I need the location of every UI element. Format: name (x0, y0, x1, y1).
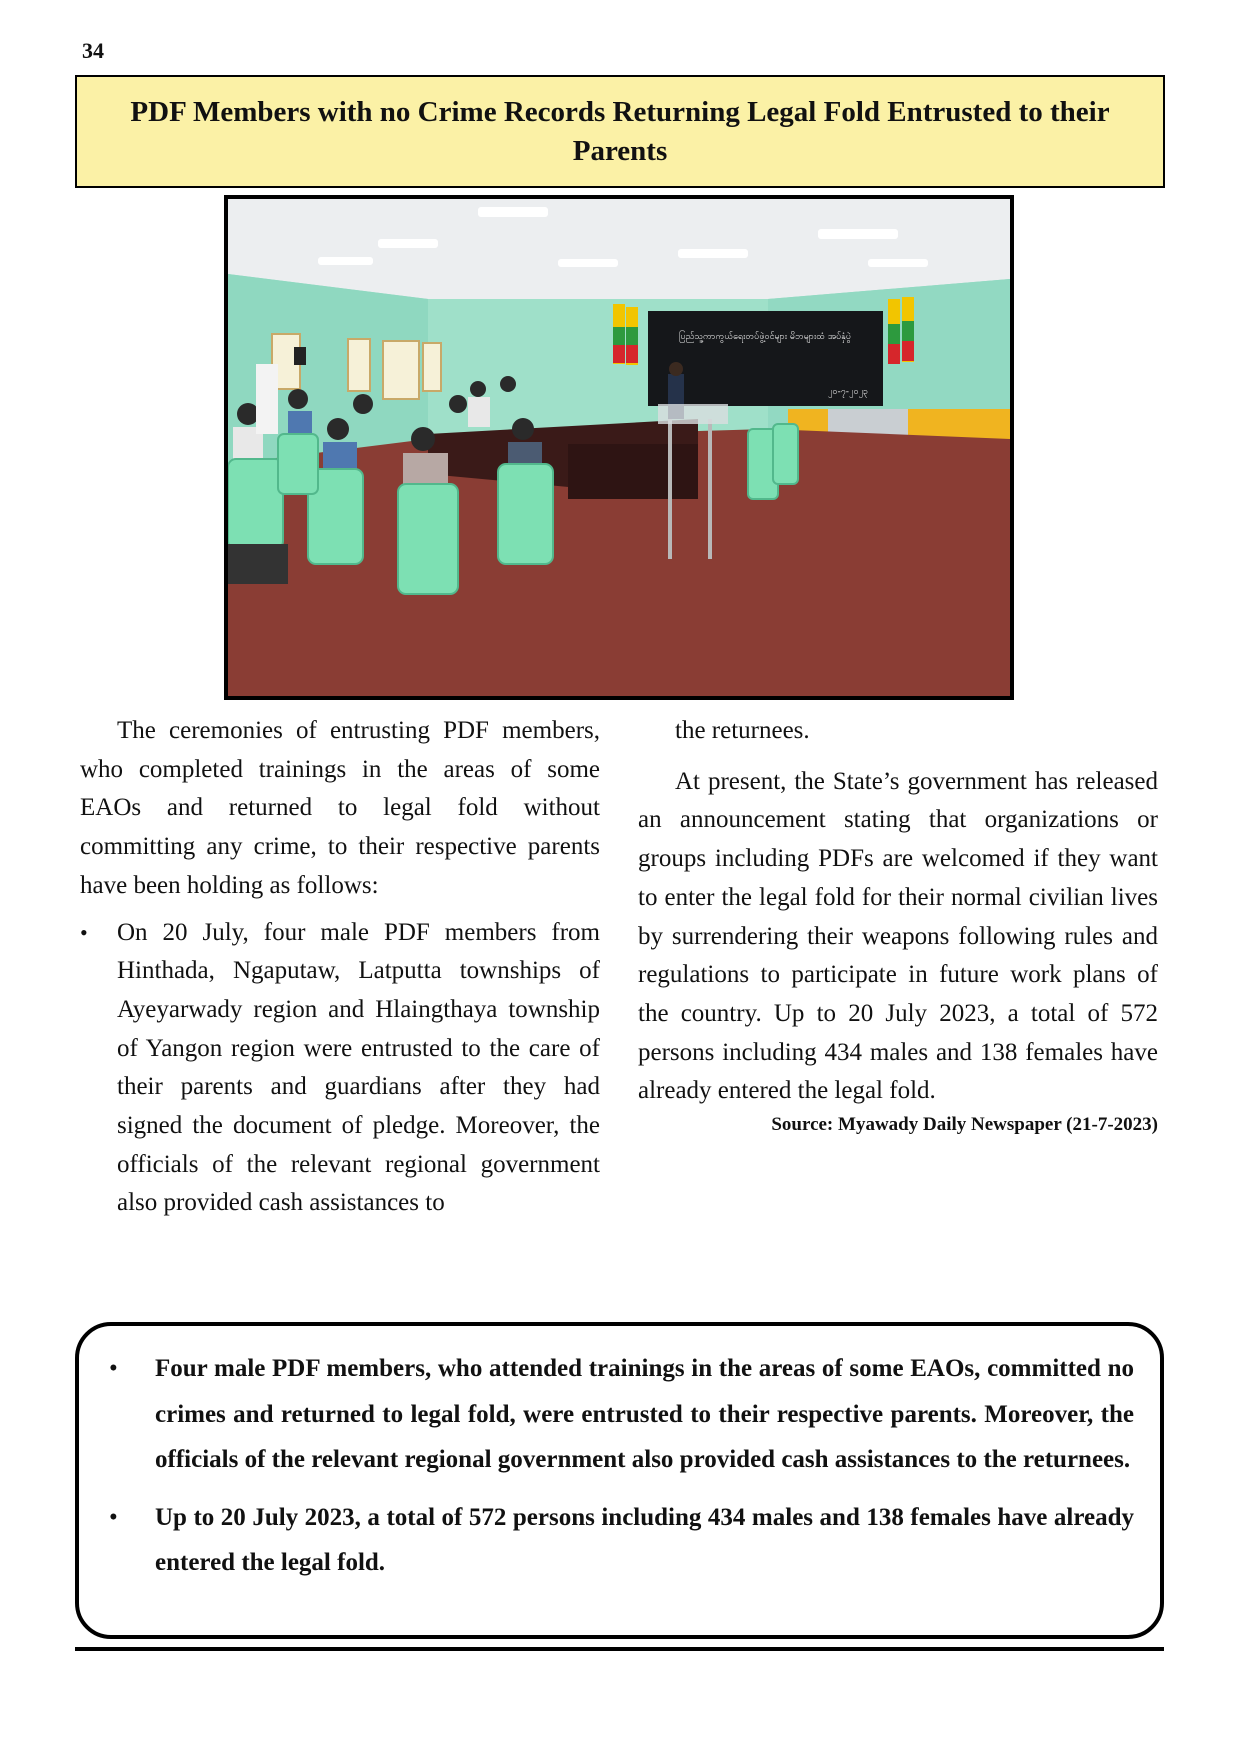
article-bullet-item (80, 914, 600, 1224)
article-title: PDF Members with no Crime Records Returning Legal Fold Entrusted to their Parents (130, 95, 1110, 167)
page-number: 34 (82, 38, 104, 63)
article-intro: The ceremonies of entrusting PDF members, who completed trainings in the areas of some EAOs and returned to legal fold without committing any crime, to their respective parents have been holding as follows: (80, 717, 600, 899)
stand (668, 419, 672, 559)
meeting-hall-photo (228, 199, 1010, 696)
article-bullet-list (80, 914, 600, 1224)
banner-text: ပြည်သူ့ကာကွယ်ရေးတပ်ဖွဲ့ဝင်များ မိဘများထံ အပ်နှံပွဲ (678, 332, 852, 342)
summary-box (75, 1322, 1164, 1639)
conference-table-front (568, 444, 698, 499)
summary-text-2: Up to 20 July 2023, a total of 572 persons including 434 males and 138 females have already entered the legal fold. (155, 1503, 1134, 1576)
loudspeaker (294, 347, 306, 365)
article-photo (224, 195, 1014, 700)
bullet-icon: • (109, 1503, 118, 1531)
article-bullet-continuation: the returnees. (675, 717, 810, 744)
banner-date: ၂၀-၇-၂၀၂၃ (827, 387, 869, 397)
summary-text-1: Four male PDF members, who attended trainings in the areas of some EAOs, committed no crimes and returned to legal fold, were entrusted to their respective parents. Moreover, the officials of the relevant regional government also provided cash assistances to the returnees. (155, 1355, 1134, 1473)
title-box (75, 75, 1165, 188)
article-bullet-text: On 20 July, four male PDF members from Hinthada, Ngaputaw, Latputta townships of Ayeyarwady region and Hlaingthaya township of Yangon region were entrusted to the care of their parents and guardians after they had signed the document of pledge. Moreover, the officials of the relevant regional government also provided cash assistances to (117, 918, 600, 1217)
article-column-right (638, 712, 1158, 1139)
summary-item (99, 1495, 1134, 1586)
ceiling (228, 199, 1010, 299)
bullet-icon: • (80, 919, 88, 945)
summary-item (99, 1346, 1134, 1483)
bullet-icon: • (109, 1355, 118, 1382)
bottom-rule (75, 1647, 1164, 1651)
article-paragraph-2: At present, the State’s government has released an announcement stating that organizations or groups including PDFs are welcomed if they want to enter the legal fold for their normal civilian lives by surrendering their weapons following rules and regulations to participate in future work plans of the country. Up to 20 July 2023, a total of 572 persons including 434 males and 138 females have already entered the legal fold. (638, 767, 1158, 1105)
article-column-left (80, 712, 600, 1223)
article-source: Source: Myawady Daily Newspaper (21-7-2023) (771, 1114, 1158, 1136)
summary-list (99, 1346, 1134, 1586)
air-conditioner (256, 364, 278, 434)
